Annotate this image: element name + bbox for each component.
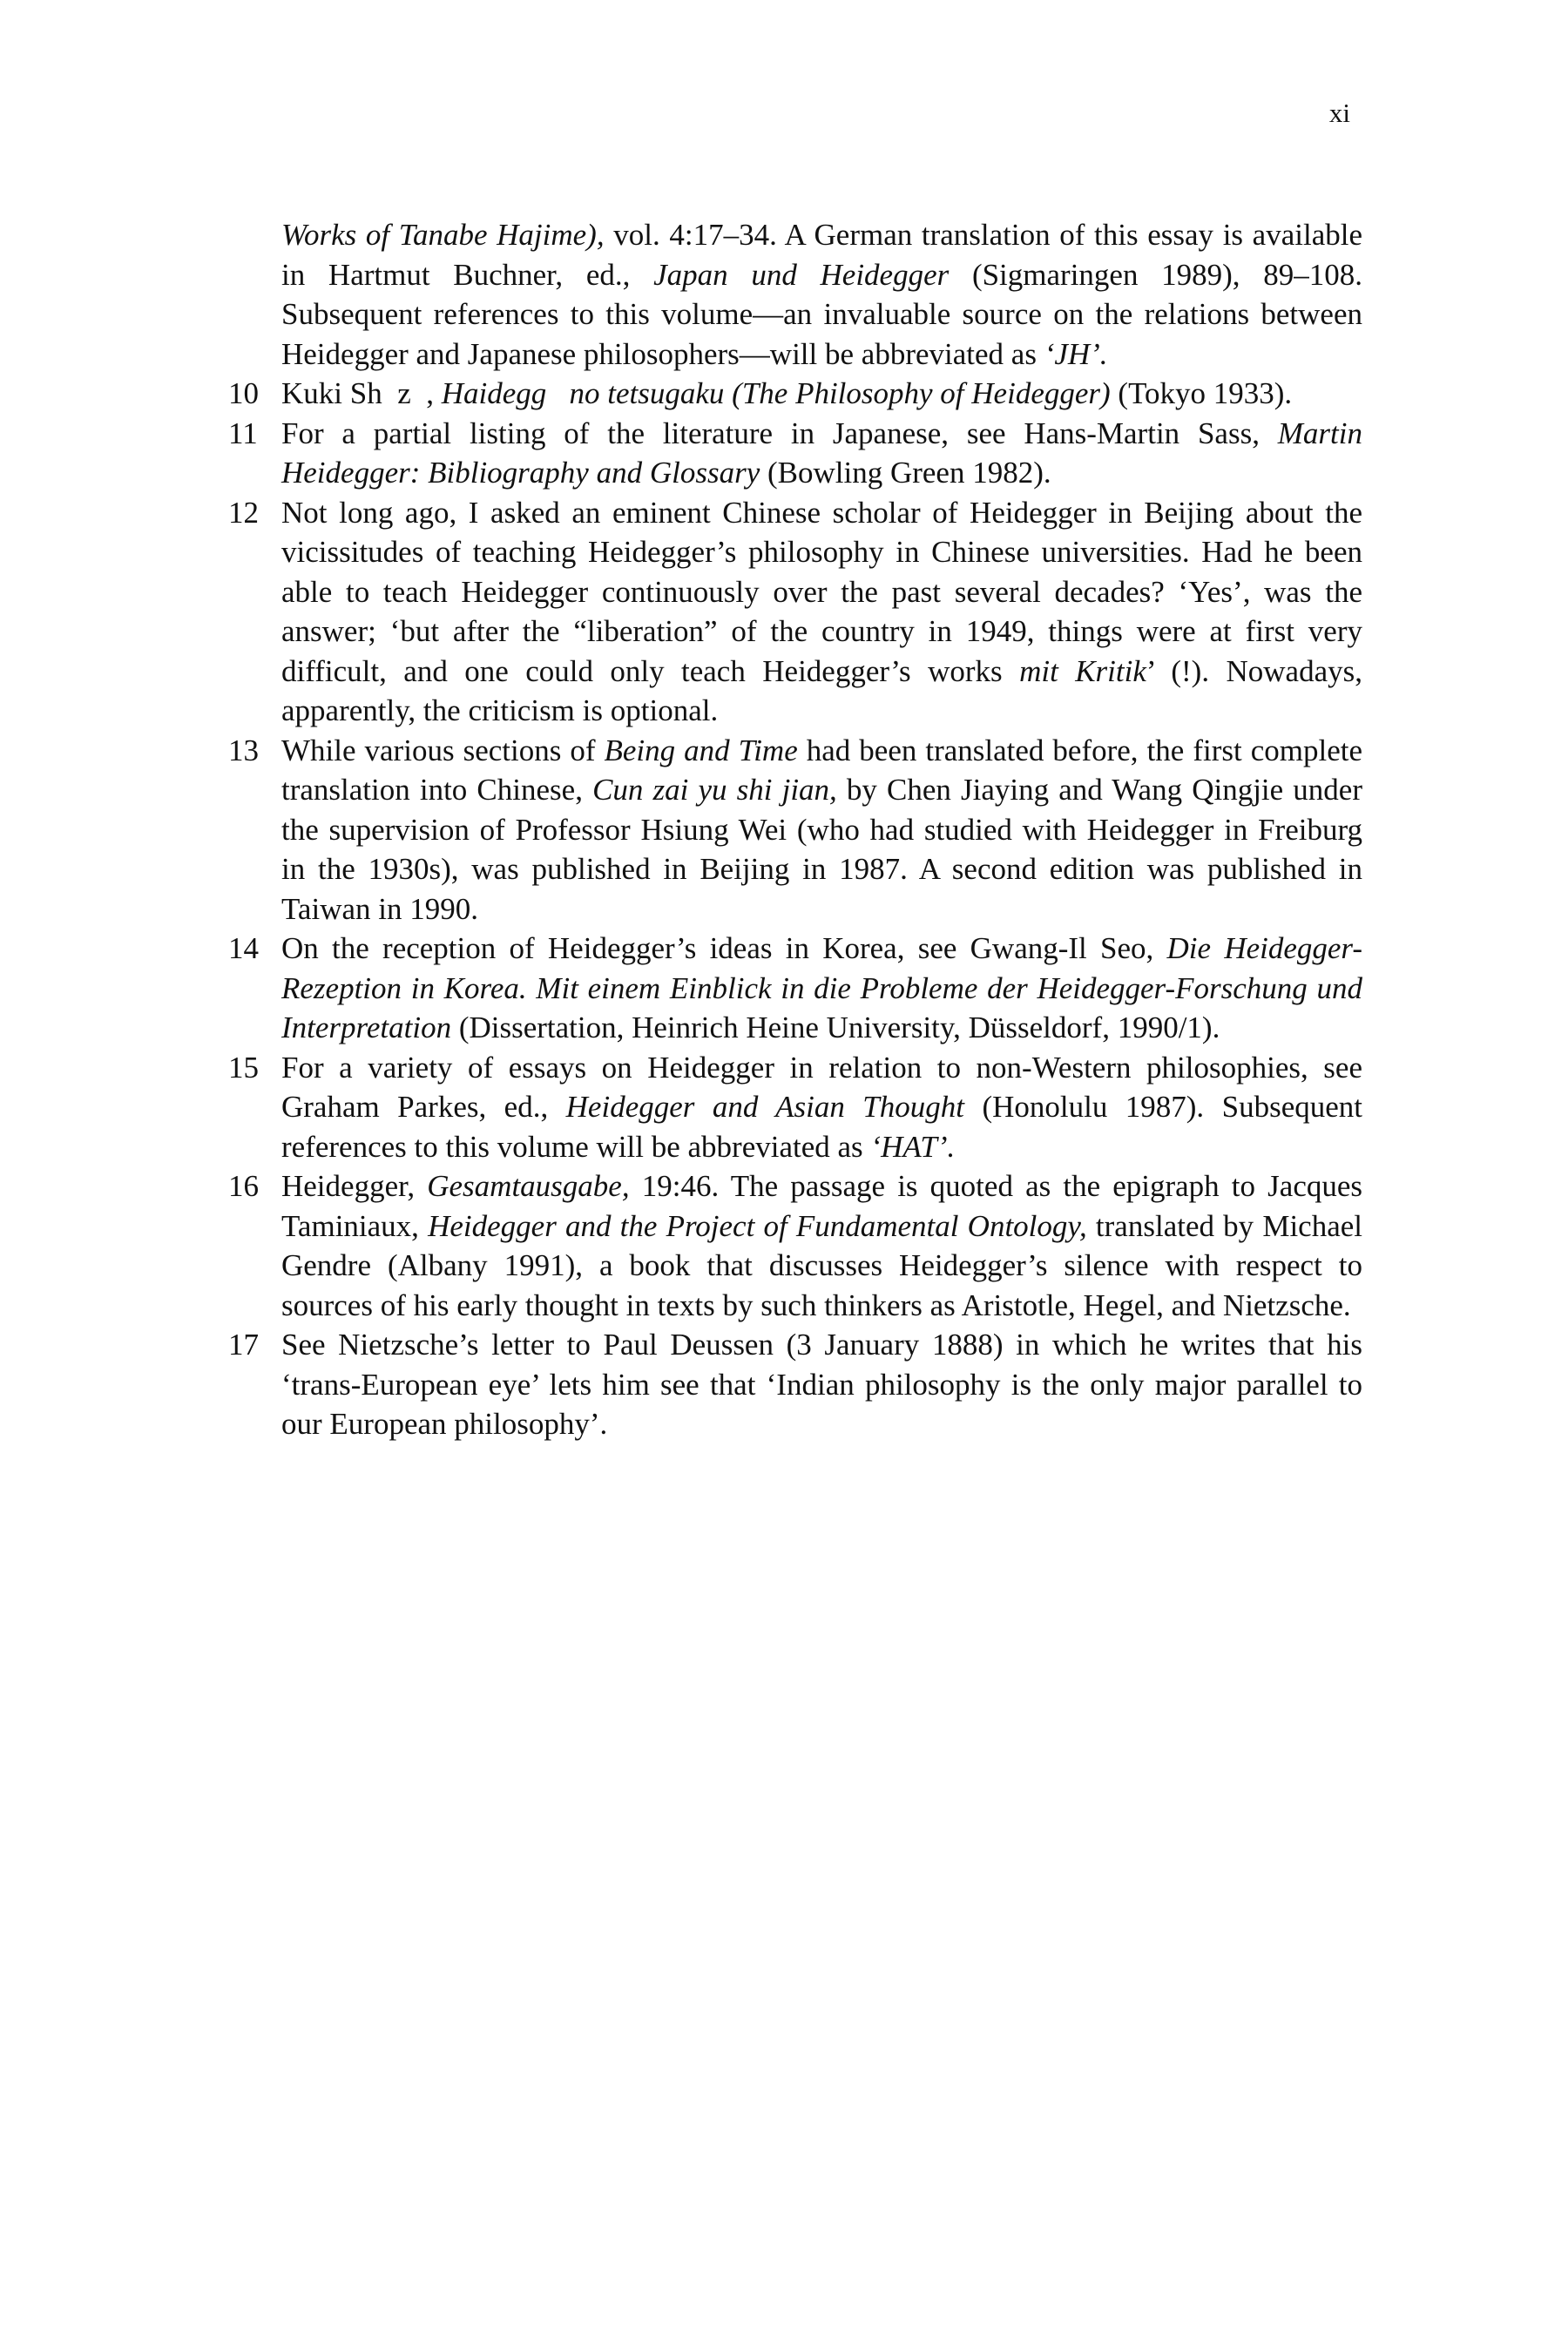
endnote-16 — [228, 1166, 1362, 1325]
page-number: xi — [1328, 98, 1350, 128]
endnote-number: 13 — [228, 733, 259, 767]
italic-run: Martin Heidegger: Bibliography and Glossary — [281, 416, 1362, 490]
text-run: 19:46. The passage is quoted as the epigraph to Jacques Taminiaux, — [281, 1169, 1363, 1243]
italic-run: Being and Time — [604, 733, 798, 767]
text-run: by Chen Jiaying and Wang Qingjie under the supervision of Professor Hsiung Wei (who had studied with Heidegger in Freiburg in the 1930s), was published in Beijing in 1987. A second edition was published in Taiwan in 1990. — [281, 773, 1362, 926]
endnote-text — [281, 1325, 1362, 1444]
endnote-text — [281, 414, 1362, 493]
endnote-number: 14 — [228, 931, 259, 965]
italic-run: Die Heidegger-Rezeption in Korea. Mit einem Einblick in die Probleme der Heidegger-Forschung und Interpretation — [281, 931, 1362, 1044]
text-run: For a variety of essays on Heidegger in relation to non-Western philosophies, see Graham Parkes, ed., — [281, 1050, 1362, 1124]
endnote-text — [281, 374, 1362, 414]
endnote-text — [281, 493, 1362, 731]
endnote-number: 11 — [228, 416, 258, 450]
italic-run: Gesamtausgabe, — [427, 1169, 630, 1203]
italic-run: Heidegger and Asian Thought — [565, 1090, 964, 1124]
text-run: While various sections of — [281, 733, 605, 767]
endnote-15 — [228, 1048, 1362, 1167]
endnote-10 — [228, 374, 1362, 414]
text-run: Not long ago, I asked an eminent Chinese scholar of Heidegger in Beijing about the vicissitudes of teaching Heidegger’s philosophy in Chinese universities. Had he been able to teach Heidegger continuously over the past several decades? ‘Yes’, was the answer; ‘but after the “liberation” of the country in 1949, things were at first very difficult, and one could only teach Heidegger’s works — [281, 495, 1362, 688]
endnote-number: 12 — [228, 495, 259, 530]
italic-run: Haidegg no tetsugaku (The Philosophy of Heidegger) — [441, 376, 1111, 410]
endnote-number: 10 — [228, 376, 259, 410]
endnote-number: 16 — [228, 1169, 259, 1203]
text-run: For a partial listing of the literature in Japanese, see Hans-Martin Sass, — [281, 416, 1278, 450]
endnote-13 — [228, 731, 1362, 929]
text-run: (Dissertation, Heinrich Heine University, Düsseldorf, 1990/1). — [451, 1010, 1220, 1044]
italic-run: ‘JH’. — [1044, 336, 1108, 371]
text-run: ’ (!). Nowadays, apparently, the criticism is optional. — [281, 653, 1362, 727]
text-run: (Honolulu 1987). Subsequent references to this volume will be abbreviated as — [281, 1090, 1362, 1164]
text-run: (Tokyo 1933). — [1110, 376, 1293, 410]
endnote-11 — [228, 414, 1362, 493]
endnote-text — [281, 215, 1362, 374]
text-run: See Nietzsche’s letter to Paul Deussen (3 January 1888) in which he writes that his ‘trans-European eye’ lets him see that ‘Indian philosophy is the only major parallel to our European philosophy’. — [281, 1328, 1362, 1441]
text-run: vol. 4:17–34. A German translation of this essay is available in Hartmut Buchner, ed., — [281, 218, 1362, 292]
italic-run: Cun zai yu shi jian, — [592, 773, 837, 807]
text-run: Kuki Sh z , — [281, 376, 442, 410]
text-run: had been translated before, the first complete translation into Chinese, — [281, 733, 1362, 807]
endnote-text — [281, 1048, 1362, 1167]
text-run: On the reception of Heidegger’s ideas in Korea, see Gwang-Il Seo, — [281, 931, 1167, 965]
endnote-number: 17 — [228, 1328, 259, 1362]
endnotes-list — [228, 215, 1362, 1444]
text-run: (Sigmaringen 1989), 89–108. Subsequent references to this volume—an invaluable source on the relations between Heidegger and Japanese philosophers—will be abbreviated as — [281, 257, 1362, 371]
endnote-text — [281, 731, 1362, 929]
text-run: translated by Michael Gendre (Albany 1991), a book that discusses Heidegger’s silence with respect to sources of his early thought in texts by such thinkers as Aristotle, Hegel, and Nietzsche. — [281, 1208, 1362, 1322]
endnote-17 — [228, 1325, 1362, 1444]
endnote-text — [281, 1166, 1362, 1325]
endnote-text — [281, 929, 1362, 1048]
italic-run: Works of Tanabe Hajime), — [281, 218, 605, 252]
endnote-12 — [228, 493, 1362, 731]
italic-run: mit Kritik — [1019, 653, 1146, 688]
endnote-number: 15 — [228, 1050, 259, 1085]
endnote-14 — [228, 929, 1362, 1048]
text-run: Heidegger, — [281, 1169, 428, 1203]
italic-run: ‘HAT’. — [870, 1129, 956, 1164]
text-run: (Bowling Green 1982). — [760, 456, 1051, 490]
italic-run: Japan und Heidegger — [653, 257, 950, 292]
endnote-continued — [228, 215, 1362, 374]
italic-run: Heidegger and the Project of Fundamental Ontology, — [428, 1208, 1087, 1243]
